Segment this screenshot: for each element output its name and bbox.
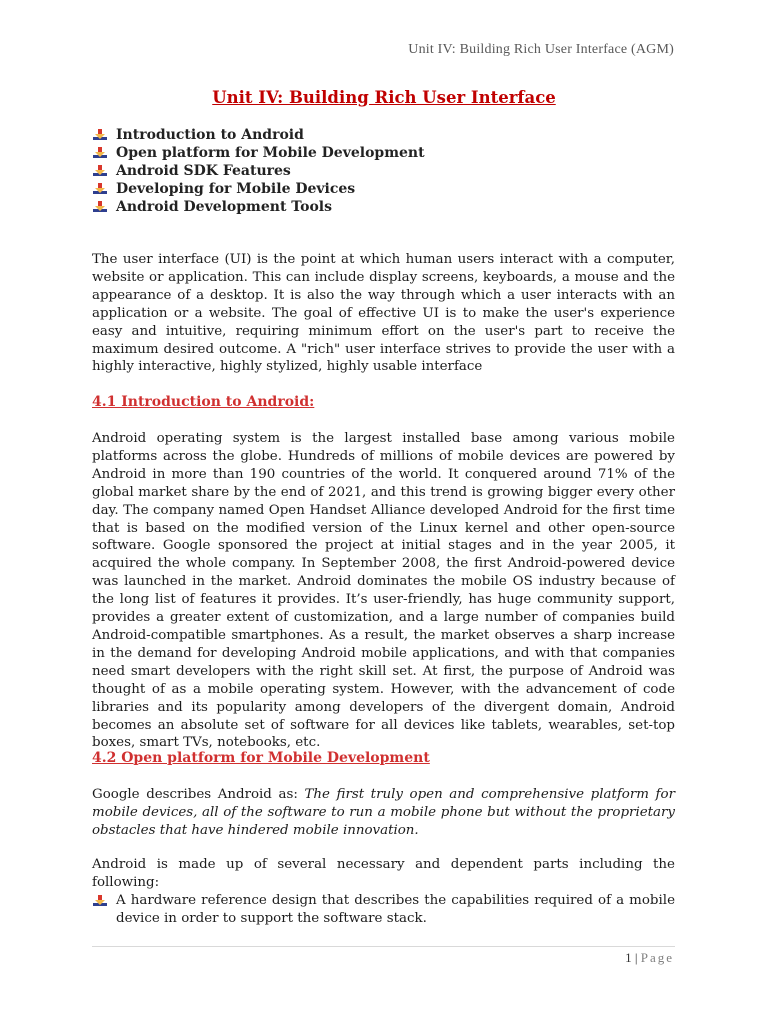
topic-label: Android SDK Features bbox=[116, 163, 291, 179]
topic-item bbox=[92, 162, 682, 180]
topic-list bbox=[92, 126, 682, 216]
quote-intro: Google describes Android as: bbox=[92, 787, 305, 802]
android-description-paragraph bbox=[92, 786, 675, 840]
list-item bbox=[92, 892, 675, 928]
page-label: Page bbox=[640, 950, 674, 965]
arrow-bullet-icon bbox=[92, 146, 108, 160]
topic-item bbox=[92, 198, 682, 216]
arrow-bullet-icon bbox=[92, 182, 108, 196]
arrow-bullet-icon bbox=[92, 164, 108, 178]
quote-text: The first truly open and comprehensive platform for mobile devices, all of the software to run a mobile phone but without the proprietary obstacles that have hindered mobile innovation. bbox=[92, 787, 675, 838]
topic-label: Introduction to Android bbox=[116, 127, 304, 143]
page-footer bbox=[625, 950, 674, 966]
page-number: 1 bbox=[625, 950, 632, 965]
arrow-bullet-icon bbox=[92, 200, 108, 214]
topic-item bbox=[92, 126, 682, 144]
android-parts-block bbox=[92, 856, 675, 928]
topic-item bbox=[92, 144, 682, 162]
list-item-text: A hardware reference design that describes the capabilities required of a mobile device in order to support the software stack. bbox=[116, 892, 675, 926]
parts-intro: Android is made up of several necessary and dependent parts including the following: bbox=[92, 857, 675, 890]
running-header: Unit IV: Building Rich User Interface (AGM) bbox=[408, 42, 674, 57]
arrow-bullet-icon bbox=[92, 128, 108, 142]
topic-label: Developing for Mobile Devices bbox=[116, 181, 356, 197]
footer-divider bbox=[92, 946, 675, 947]
page-title: Unit IV: Building Rich User Interface bbox=[212, 88, 556, 107]
topic-item bbox=[92, 180, 682, 198]
topic-label: Open platform for Mobile Development bbox=[116, 145, 425, 161]
intro-paragraph: The user interface (UI) is the point at which human users interact with a computer, website or application. This can include display screens, keyboards, a mouse and the appearance of a desktop. It is also the way through which a user interacts with an application or a website. The goal of effective UI is to make the user's experience easy and intuitive, requiring minimum effort on the user's part to receive the maximum desired outcome. A "rich" user interface strives to provide the user with a highly interactive, highly stylized, highly usable interface bbox=[92, 252, 675, 375]
section-heading-4-1: 4.1 Introduction to Android: bbox=[92, 394, 315, 410]
arrow-bullet-icon bbox=[92, 894, 108, 908]
topic-label: Android Development Tools bbox=[116, 199, 332, 215]
section-heading-4-2: 4.2 Open platform for Mobile Development bbox=[92, 750, 430, 766]
section-4-1-body: Android operating system is the largest installed base among various mobile platforms across the globe. Hundreds of millions of mobile devices are powered by Android in more than 190 countries of the world. It conquered around 71% of the global market share by the end of 2021, and this trend is growing bigger every other day. The company named Open Handset Alliance developed Android for the first time that is based on the modified version of the Linux kernel and other open-source software. Google sponsored the project at initial stages and in the year 2005, it acquired the whole company. In September 2008, the first Android-powered device was launched in the market. Android dominates the mobile OS industry because of the long list of features it provides. It’s user-friendly, has huge community support, provides a greater extent of customization, and a large number of companies build Android-compatible smartphones. As a result, the market observes a sharp increase in the demand for developing Android mobile applications, and with that companies need smart developers with the right skill set. At first, the purpose of Android was thought of as a mobile operating system. However, with the advancement of code libraries and its popularity among developers of the divergent domain, Android becomes an absolute set of software for all devices like tablets, wearables, set-top boxes, smart TVs, notebooks, etc. bbox=[92, 431, 675, 751]
footer-separator: | bbox=[631, 950, 641, 965]
